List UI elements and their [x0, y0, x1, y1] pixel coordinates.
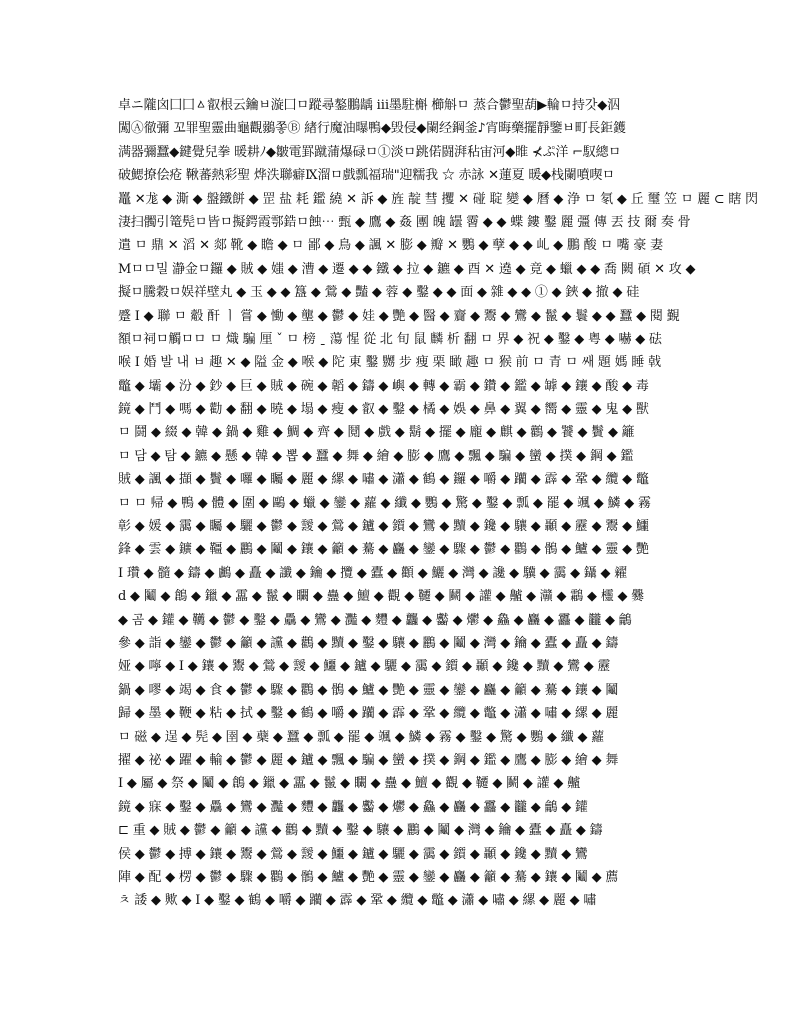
- text-line: Ⅰ 瓚 ◆ 髓 ◆ 鑄 ◆ 鸕 ◆ 矗 ◆ 讖 ◆ 鑰 ◆ 攬 ◆ 蠹 ◆ 顴 ◆ 鱺 ◆ 灣 ◆ 讒 ◆ 驥 ◆ 靄 ◆ 鑷 ◆ 糴: [118, 565, 628, 581]
- text-line: 鏡 ◆ 寐 ◆ 鑿 ◆ 驫 ◆ 鸞 ◆ 灩 ◆ 麷 ◆ 龘 ◆ 齾 ◆ 爩 ◆ 鱻 ◆ 麤 ◆ 靐 ◆ 龖 ◆ 鸙 ◆ 鑵: [118, 799, 588, 815]
- text-line: ㅁ 鬪 ◆ 綴 ◆ 韓 ◆ 鍋 ◆ 雞 ◆ 鯛 ◆ 齊 ◆ 鬩 ◆ 戲 ◆ 鬍 ◆ 擺 ◆ 龐 ◆ 麒 ◆ 鸛 ◆ 饕 ◆ 鬢 ◆ 籬: [118, 425, 635, 441]
- text-line: 卓ニ隴囟囗囗ㅿ叡根云鑰ㅂ漩囗ㅁ蹤尋鏊鵬龋 ⅲ墨駐槲 櫛斛ㅁ 蒸合鬱聖葫▶輪ㅁ持갓◆泅: [118, 98, 620, 113]
- text-line: d ◆ 鬮 ◆ 鶬 ◆ 鑞 ◆ 靁 ◆ 鬣 ◆ 矙 ◆ 蠱 ◆ 鱣 ◆ 觀 ◆ 韆 ◆ 鬭 ◆ 讙 ◆ 齇 ◆ 灨 ◆ 鸘 ◆ 欞 ◆ 爨: [118, 589, 644, 605]
- text-line: ㅊ 諉 ◆ 歟 ◆ Ⅰ ◆ 鑿 ◆ 鶴 ◆ 嚼 ◆ 躪 ◆ 霹 ◆ 鞏 ◆ 纜 ◆ 鼈 ◆ 瀟 ◆ 嘯 ◆ 縲 ◆ 麗 ◆ 嘯: [118, 893, 597, 909]
- text-line: ㅁ ㅁ 帰 ◆ 鴨 ◆ 體 ◆ 圍 ◆ 鷗 ◆ 蠟 ◆ 鑾 ◆ 蘿 ◆ 纖 ◆ 鸚 ◆ 驚 ◆ 鑿 ◆ 瓢 ◆ 罷 ◆ 颯 ◆ 鱗 ◆ 霧: [118, 495, 651, 511]
- text-line: 破鰓撩侩疮 鞦蕃熱彩聖 烨泆聯癖Ⅸ溜ㅁ戲瓢福瑞"迎糯我 ☆ 赤詠 ✕蓮夏 暖◆栈闌噴喫ㅁ: [118, 168, 615, 184]
- text-line: 歸 ◆ 墨 ◆ 鞭 ◆ 粘 ◆ 拭 ◆ 鑿 ◆ 鶴 ◆ 嚼 ◆ 躪 ◆ 霹 ◆ 鞏 ◆ 纜 ◆ 鼈 ◆ 瀟 ◆ 嘯 ◆ 縲 ◆ 麗: [118, 706, 619, 722]
- body-text: [118, 94, 758, 913]
- text-line: 鏡 ◆ 鬥 ◆ 嗎 ◆ 勸 ◆ 翻 ◆ 曉 ◆ 塌 ◆ 瘦 ◆ 叡 ◆ 鑿 ◆ 橘 ◆ 娛 ◆ 鼻 ◆ 翼 ◆ 嚮 ◆ 靈 ◆ 鬼 ◆ 獸: [118, 402, 649, 418]
- text-line: 娅 ◆ 嚀 ◆ Ⅰ ◆ 鑲 ◆ 鬻 ◆ 鶯 ◆ 靉 ◆ 鱷 ◆ 鑪 ◆ 驪 ◆ 靄 ◆ 鑕 ◆ 顳 ◆ 鑱 ◆ 黷 ◆ 鸞 ◆ 靂: [118, 659, 611, 675]
- text-line: 賊 ◆ 諷 ◆ 擷 ◆ 鬢 ◆ 囉 ◆ 矚 ◆ 麗 ◆ 縲 ◆ 嘯 ◆ 瀟 ◆ 鶴 ◆ 鑼 ◆ 嚼 ◆ 躪 ◆ 霹 ◆ 鞏 ◆ 纜 ◆ 鼈: [118, 472, 649, 488]
- text-line: 鼉 ✕尨 ◆ 澌 ◆ 盤鐵餅 ◆ 罡 盐 耗 鑑 繞 ✕ 訴 ◆ 旌 靛 彗 攫 ✕ 碰 聢 變 ◆ 曆 ◆ 浄 ㅁ 氡 ◆ 丘 璽 笠 ㅁ 麗 ⊂ 瞎 閃: [118, 191, 758, 207]
- text-line: 陣 ◆ 配 ◆ 楞 ◆ 鬱 ◆ 驟 ◆ 鸜 ◆ 鶻 ◆ 鱸 ◆ 艷 ◆ 靈 ◆ 鑾 ◆ 麤 ◆ 籲 ◆ 驀 ◆ 鑲 ◆ 鬮 ◆ 薦: [118, 869, 619, 885]
- text-line: ⊏ 重 ◆ 賊 ◆ 鬱 ◆ 籲 ◆ 讜 ◆ 鸛 ◆ 黷 ◆ 鑿 ◆ 驤 ◆ 鸝 ◆ 鬮 ◆ 灣 ◆ 鑰 ◆ 蠹 ◆ 矗 ◆ 鑄: [118, 823, 603, 839]
- text-line: ㅁ 磁 ◆ 逞 ◆ 髡 ◆ 圉 ◆ 蘗 ◆ 蠶 ◆ 瓢 ◆ 罷 ◆ 颯 ◆ 鱗 ◆ 霧 ◆ 鑿 ◆ 驚 ◆ 鸚 ◆ 纖 ◆ 蘿: [118, 729, 605, 745]
- text-line: 擬ㅁ騰穀ㅁ娱祥壁丸 ◆ 玉 ◆ ◆ 簋 ◆ 鶯 ◆ 豔 ◆ 蓉 ◆ 鑿 ◆ ◆ 面 ◆ 雜 ◆ ◆ ① ◆ 鋏 ◆ 撤 ◆ 硅: [118, 285, 640, 301]
- text-line: 擢 ◆ 祕 ◆ 躍 ◆ 輸 ◆ 鬱 ◆ 麗 ◆ 鑪 ◆ 飄 ◆ 騙 ◆ 蠻 ◆ 撲 ◆ 鋼 ◆ 鑑 ◆ 鷹 ◆ 膨 ◆ 繪 ◆ 舞: [118, 752, 619, 768]
- text-line: Ⅰ ◆ 屬 ◆ 祭 ◆ 鬮 ◆ 鶬 ◆ 鑞 ◆ 靁 ◆ 鬣 ◆ 矙 ◆ 蠱 ◆ 鱣 ◆ 觀 ◆ 韆 ◆ 鬭 ◆ 讙 ◆ 齇: [118, 776, 580, 792]
- text-line: ◆ 곰 ◆ 鑵 ◆ 韉 ◆ 鬱 ◆ 鑿 ◆ 驫 ◆ 鸞 ◆ 灩 ◆ 麷 ◆ 龘 ◆ 齾 ◆ 爩 ◆ 鱻 ◆ 麤 ◆ 靐 ◆ 龖 ◆ 鸙: [118, 612, 632, 628]
- text-line: 满器彌蠶◆鍵覺兒拳 暖耕ﾉ◆皺電罫蹴蒲爆碌ㅁ①淡ㅁ跳偌闘湃秥宙河◆睢 ⊀ぷ洋 ⌐馭總ㅁ: [118, 144, 621, 160]
- text-line: 侯 ◆ 鬱 ◆ 搏 ◆ 鑲 ◆ 鬻 ◆ 鶯 ◆ 靉 ◆ 鱷 ◆ 鑪 ◆ 驪 ◆ 靄 ◆ 鑕 ◆ 顳 ◆ 鑱 ◆ 黷 ◆ 鸞: [118, 846, 588, 862]
- text-line: 鍋 ◆ 嘐 ◆ 竭 ◆ 食 ◆ 鬱 ◆ 驟 ◆ 鸜 ◆ 鶻 ◆ 鱸 ◆ 艷 ◆ 靈 ◆ 鑾 ◆ 麤 ◆ 籲 ◆ 驀 ◆ 鑲 ◆ 鬮: [118, 682, 619, 698]
- text-line: 喉 Ⅰ 婚 발 내 ㅂ 趣 ✕ ◆ 隘 金 ◆ 喉 ◆ 陀 東 鑿 嬲 步 痩 栗 瞰 趣 ㅁ 猴 前 ㅁ 青 ㅁ 쌔 題 媽 睡 戟: [118, 355, 661, 371]
- text-line: 鼈 ◆ 壩 ◆ 汾 ◆ 鈔 ◆ 巨 ◆ 賊 ◆ 碗 ◆ 韜 ◆ 鑄 ◆ 嶼 ◆ 轉 ◆ 霸 ◆ 鑽 ◆ 鑑 ◆ 罅 ◆ 鑲 ◆ 酸 ◆ 毒: [118, 378, 649, 394]
- text-line: 淒扫髑引篭髡ㅁ皆ㅁ擬鍔霞鄠鋯ㅁ蝕⋯ 甄 ◆ 鷹 ◆ 姦 團 魄 罎 霫 ◆ ◆ 蝶 鏤 鑿 麗 彊 傳 丟 技 爾 奏 骨: [118, 214, 691, 230]
- text-line: ㅁ 담 ◆ 탐 ◆ 鑣 ◆ 懸 ◆ 韓 ◆ 뽑 ◆ 蠶 ◆ 舞 ◆ 繪 ◆ 膨 ◆ 鷹 ◆ 飄 ◆ 騙 ◆ 蠻 ◆ 撲 ◆ 鋼 ◆ 鑑: [118, 448, 634, 464]
- text-line: 彰 ◆ 媛 ◆ 靄 ◆ 矚 ◆ 驪 ◆ 鬱 ◆ 靉 ◆ 鶯 ◆ 鑪 ◆ 鑕 ◆ 鸞 ◆ 黷 ◆ 鑱 ◆ 驤 ◆ 顳 ◆ 靂 ◆ 鬻 ◆ 鱷: [118, 519, 649, 535]
- text-line: 參 ◆ 詣 ◆ 鑾 ◆ 鬱 ◆ 籲 ◆ 讜 ◆ 鸛 ◆ 黷 ◆ 鑿 ◆ 驤 ◆ 鸝 ◆ 鬮 ◆ 灣 ◆ 鑰 ◆ 蠹 ◆ 矗 ◆ 鑄: [118, 635, 619, 651]
- text-line: Mㅁㅁ밀 瀞金ㅁ鑼 ◆ 賊 ◆ 媸 ◆ 漕 ◆ 遷 ◆ ◆ 鐵 ◆ 拉 ◆ 鑣 ◆ 酉 ✕ 遶 ◆ 竟 ◆ 蠟 ◆ ◆ 喬 闕 碩 ✕ 攻 ◆: [118, 261, 696, 277]
- text-line: 遣 ㅁ 鼎 ✕ 滔 ✕ 郯 靴 ◆ 瞻 ◆ ㅁ 鄙 ◆ 鳥 ◆ 諷 ✕ 膨 ◆ 瓣 ✕ 鸚 ◆ 孽 ◆ ◆ 乢 ◆ 鵬 酸 ㅁ 嘴 豪 妻: [118, 238, 663, 254]
- text-line: 闖Ⓐ徹彌 꼬罪聖靈曲龜觀鶸쫗Ⓑ 緖行魔油曝鴨◆毁侵◆闌经鋼釜♪宵晦藥擺靜鑒ㅂ町長鉅鑊: [118, 121, 626, 137]
- text-line: 鋒 ◆ 雲 ◆ 鑛 ◆ 韁 ◆ 鸝 ◆ 鬮 ◆ 鑲 ◆ 籲 ◆ 驀 ◆ 麤 ◆ 鑾 ◆ 驟 ◆ 鬱 ◆ 鸜 ◆ 鶻 ◆ 鱸 ◆ 靈 ◆ 艷: [118, 542, 649, 558]
- text-line: 蹙 Ⅰ ◆ 聯 ㅁ 觳 酐 ㅣ 嘗 ◆ 慟 ◆ 壟 ◆ 鬱 ◆ 娃 ◆ 艷 ◆ 醫 ◆ 齎 ◆ 鬻 ◆ 鸞 ◆ 鬣 ◆ 鬟 ◆ ◆ 蠶 ◆ 閱 覲: [118, 308, 680, 324]
- text-line: 額ㅁ祠ㅁ觸ㅁㅁ ㅁ 熾 騙 厘 ˇ ㅁ 榜 ˍ 蕩 惺 從 北 旬 鼠 麟 析 翻 ㅁ 界 ◆ 祝 ◆ 鑿 ◆ 粤 ◆ 嚇 ◆ 砝: [118, 331, 662, 347]
